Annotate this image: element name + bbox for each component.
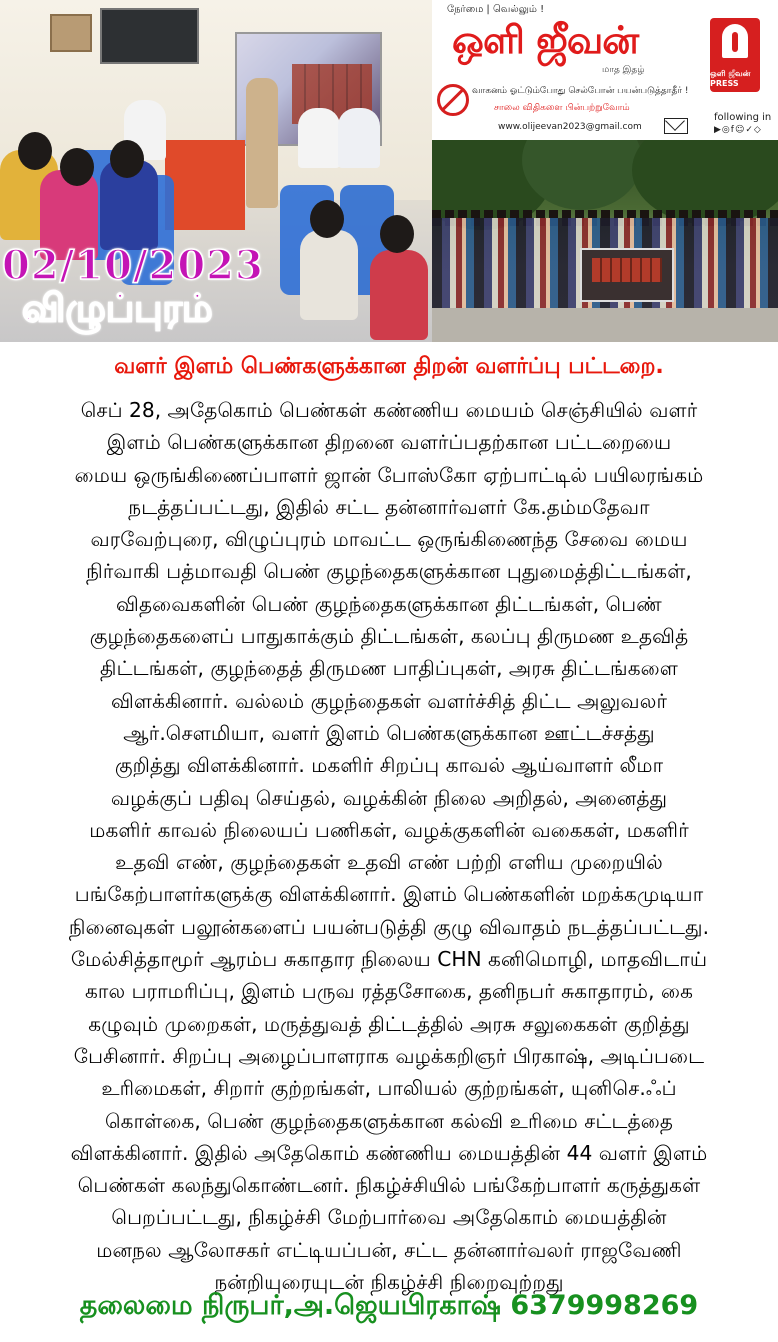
article-line: நன்றியுரையுடன் நிகழ்ச்சி நிறைவுற்றது: [214, 1270, 564, 1295]
article-line: வழக்குப் பதிவு செய்தல், வழக்கின் நிலை அறிதல், அனைத்து: [110, 785, 668, 810]
article-body: [4, 394, 774, 1298]
article-line: மைய ஒருங்கிணைப்பாளர் ஜான் போஸ்கோ ஏற்பாட்டில் பயிலரங்கம்: [74, 462, 704, 487]
article-line: கழுவும் முறைகள், மருத்துவத் திட்டத்தில் அரசு சலுகைகள் குறித்து: [88, 1011, 690, 1036]
article-line: குறித்து விளக்கினார். மகளிர் சிறப்பு காவல் ஆய்வாளர் லீமா: [114, 753, 664, 778]
article-line: மேல்சித்தாமூர் ஆரம்ப சுகாதார நிலைய CHN கனிமொழி, மாதவிடாய்: [70, 947, 708, 972]
article-line: கொள்கை, பெண் குழந்தைகளுக்கான கல்வி உரிமை சட்டத்தை: [104, 1108, 674, 1133]
event-date: 02/10/2023: [2, 242, 264, 289]
social-icons[interactable]: ▶◎f☺✓◇: [714, 125, 762, 135]
article-line: பெறப்பட்டது, நிகழ்ச்சி மேற்பார்வை அதேகொம் மையத்தின்: [111, 1205, 667, 1230]
article-line: உரிமைகள், சிறார் குற்றங்கள், பாலியல் குற்றங்கள், யுனிசெ.ஃப்: [101, 1076, 677, 1101]
workshop-photo: [0, 0, 432, 342]
following-label: following in: [714, 112, 772, 123]
article-line: நினைவுகள் பலூன்களைப் பயன்படுத்தி குழு விவாதம் நடத்தப்பட்டது.: [68, 914, 710, 939]
masthead-warning: வாகனம் ஓட்டும்போது செல்போன் பயன்படுத்தாதீர் !: [472, 86, 689, 96]
article-line: விளக்கினார். வல்லம் குழந்தைகள் வளர்ச்சித் திட்ட அலுவலர்: [110, 688, 668, 713]
article-line: விதவைகளின் பெண் குழந்தைகளுக்கான திட்டங்கள், பெண்: [116, 591, 662, 616]
reporter-byline: தலைமை நிருபர்,அ.ஜெயபிரகாஷ் 6379998269: [79, 1290, 699, 1321]
masthead-title: ஒளி ஜீவன்: [452, 18, 639, 62]
article-line: உதவி எண், குழந்தைகள் உதவி எண் பற்றி எளிய முறையில்: [115, 850, 663, 875]
no-phone-icon: [437, 84, 469, 116]
group-photo: [432, 140, 778, 342]
article-line: செப் 28, அதேகொம் பெண்கள் கண்ணிய மையம் செஞ்சியில் வளர்: [80, 398, 698, 422]
masthead-email[interactable]: www.olijeevan2023@gmail.com: [498, 122, 642, 132]
article-line: திட்டங்கள், குழந்தைத் திருமண பாதிப்புகள், அரசு திட்டங்களை: [100, 656, 678, 681]
article-line: வரவேற்புரை, விழுப்புரம் மாவட்ட ஒருங்கிணைந்த சேவை மைய: [90, 527, 688, 552]
article-line: நடத்தப்பட்டது, இதில் சட்ட தன்னார்வளர் கே.தம்மதேவா: [128, 494, 650, 519]
article-line: குழந்தைகளைப் பாதுகாக்கும் திட்டங்கள், கலப்பு திருமண உதவித்: [89, 624, 689, 649]
press-logo: ஒளி ஜீவன் PRESS: [710, 18, 760, 92]
masthead: [432, 0, 778, 140]
article-line: ஆர்.சௌமியா, வளர் இளம் பெண்களுக்கான ஊட்டச்சத்து: [123, 720, 655, 745]
article-line: விளக்கினார். இதில் அதேகொம் கண்ணிய மையத்தின் 44 வளர் இளம்: [70, 1140, 708, 1165]
pen-nib-icon: [722, 24, 748, 58]
article-headline: வளர் இளம் பெண்களுக்கான திறன் வளர்ப்பு பட்டறை.: [114, 354, 664, 379]
article-line: பங்கேற்பாளர்களுக்கு விளக்கினார். இளம் பெண்களின் மறக்கமுடியா: [74, 882, 704, 907]
article-line: கால பராமரிப்பு, இளம் பருவ ரத்தசோகை, தனிநபர் சுகாதாரம், கை: [85, 979, 693, 1004]
article-line: நிர்வாகி பத்மாவதி பெண் குழந்தைகளுக்கான புதுமைத்திட்டங்கள்,: [86, 559, 692, 584]
masthead-rules: சாலை விதிகளை பின்பற்றுவோம்: [494, 103, 630, 113]
article-line: பெண்கள் கலந்துகொண்டனர். நிகழ்ச்சியில் பங்கேற்பாளர் கருத்துகள்: [77, 1173, 701, 1198]
mail-icon: [664, 118, 688, 134]
article-line: மனநல ஆலோசகர் எட்டியப்பன், சட்ட தன்னார்வலர் ராஜவேணி: [96, 1237, 682, 1262]
event-place: விழுப்புரம்: [22, 286, 213, 330]
masthead-subtitle: மாத இதழ்: [602, 65, 645, 75]
article-line: இளம் பெண்களுக்கான திறனை வளர்ப்பதற்கான பட்டறையை: [106, 430, 672, 455]
article-line: பேசினார். சிறப்பு அழைப்பாளராக வழக்கறிஞர் பிரகாஷ், அடிப்படை: [73, 1043, 705, 1068]
masthead-tagline: நேர்மை | வெல்லும் !: [447, 4, 545, 15]
article-line: மகளிர் காவல் நிலையப் பணிகள், வழக்குகளின் வகைகள், மகளிர்: [89, 817, 689, 842]
